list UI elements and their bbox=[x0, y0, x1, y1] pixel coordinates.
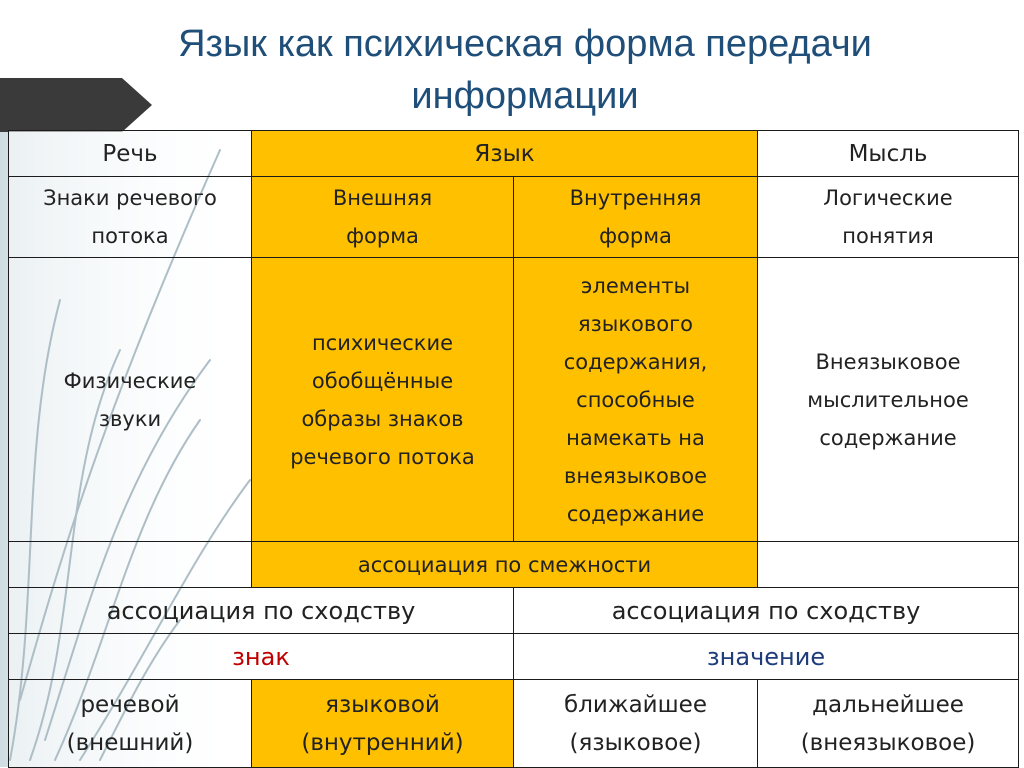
cell-dalneyshee bbox=[758, 680, 1019, 768]
cell-line: речевого потока bbox=[290, 444, 475, 469]
cell-line: дальнейшее bbox=[812, 691, 964, 718]
table-row-types bbox=[9, 680, 1019, 768]
cell-znachenie: значение bbox=[514, 634, 1019, 680]
table-row-headers bbox=[9, 131, 1019, 177]
cell-line: обобщённые bbox=[311, 368, 454, 393]
title-line-2: информации bbox=[411, 75, 639, 117]
cell-elementy-soderzhaniya bbox=[514, 258, 758, 542]
cell-line: мыслительное bbox=[807, 387, 969, 412]
cell-rechevoy bbox=[9, 680, 252, 768]
cell-empty bbox=[758, 542, 1019, 588]
cell-assoc-skhodstvo-left: ассоциация по сходству bbox=[9, 588, 514, 634]
cell-line: звуки bbox=[98, 406, 162, 431]
cell-line: намекать на bbox=[566, 425, 705, 450]
cell-line: (внутренний) bbox=[301, 729, 464, 756]
cell-blizhayshee bbox=[514, 680, 758, 768]
cell-line: (внешний) bbox=[66, 729, 194, 756]
cell-line: внеязыковое bbox=[563, 463, 708, 488]
cell-line: потока bbox=[91, 224, 169, 248]
cell-empty bbox=[9, 542, 252, 588]
table-row-smezhnost bbox=[9, 542, 1019, 588]
slide-title bbox=[40, 18, 1010, 122]
header-mysl: Мысль bbox=[758, 131, 1019, 177]
cell-line: Внешняя bbox=[332, 186, 433, 210]
table-row-forms bbox=[9, 177, 1019, 258]
table-row-znak-znachenie bbox=[9, 634, 1019, 680]
cell-line: образы знаков bbox=[301, 406, 464, 431]
comparison-table bbox=[8, 130, 1019, 768]
cell-vneyazykovoe-soderzhanie bbox=[758, 258, 1019, 542]
cell-fizicheskie-zvuki bbox=[9, 258, 252, 542]
cell-yazykovoy bbox=[252, 680, 514, 768]
title-line-1: Язык как психическая форма передачи bbox=[178, 23, 872, 65]
cell-line: содержание bbox=[819, 425, 957, 450]
table-row-skhodstvo bbox=[9, 588, 1019, 634]
cell-line: форма bbox=[346, 224, 419, 248]
cell-vneshnyaya-forma bbox=[252, 177, 514, 258]
cell-line: Внутренняя bbox=[569, 186, 702, 210]
cell-znak: знак bbox=[9, 634, 514, 680]
cell-line: Логические bbox=[823, 186, 953, 210]
cell-line: содержания, bbox=[563, 349, 708, 374]
cell-assoc-skhodstvo-right: ассоциация по сходству bbox=[514, 588, 1019, 634]
cell-line: речевой bbox=[80, 691, 180, 718]
cell-line: языкового bbox=[577, 311, 694, 336]
cell-vnutrennyaya-forma bbox=[514, 177, 758, 258]
header-rech: Речь bbox=[9, 131, 252, 177]
header-yazyk: Язык bbox=[252, 131, 758, 177]
table-row-content bbox=[9, 258, 1019, 542]
cell-assoc-smezhnost: ассоциация по смежности bbox=[252, 542, 758, 588]
cell-line: Внеязыковое bbox=[815, 349, 961, 374]
cell-line: Физические bbox=[63, 368, 197, 393]
cell-line: элементы bbox=[580, 273, 691, 298]
cell-line: понятия bbox=[842, 224, 934, 248]
cell-line: психические bbox=[311, 330, 454, 355]
cell-line: (языковое) bbox=[569, 729, 702, 756]
cell-znaki-rechevogo-potoka bbox=[9, 177, 252, 258]
cell-line: языковой bbox=[325, 691, 440, 718]
cell-psikhicheskie-obrazy bbox=[252, 258, 514, 542]
cell-line: способные bbox=[576, 387, 695, 412]
cell-line: Знаки речевого bbox=[43, 186, 217, 210]
cell-line: (внеязыковое) bbox=[800, 729, 976, 756]
cell-line: содержание bbox=[566, 501, 705, 526]
cell-line: форма bbox=[599, 224, 672, 248]
cell-line: ближайшее bbox=[564, 691, 707, 718]
cell-logicheskie-ponyatiya bbox=[758, 177, 1019, 258]
